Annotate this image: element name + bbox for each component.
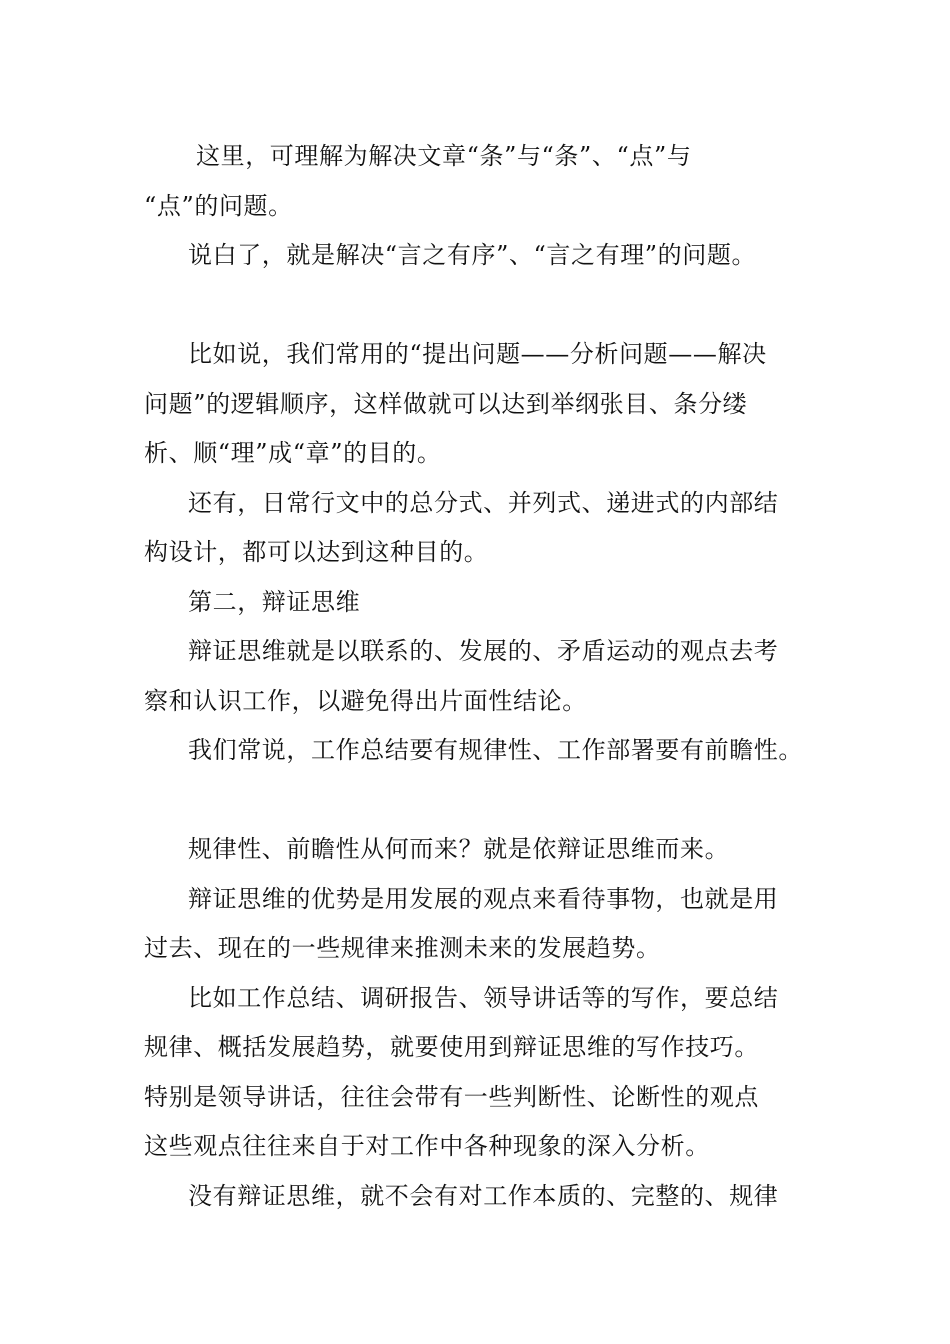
document-body: [144, 132, 824, 1221]
text-line-2: “点”的问题。: [144, 191, 293, 220]
text-line-1: 这里，可理解为解决文章“条”与“条”、“点”与: [196, 142, 692, 170]
text-line-17: 规律、概括发展趋势，就要使用到辩证思维的写作技巧。: [144, 1033, 759, 1061]
text-line-13: 规律性、前瞻性从何而来？就是依辩证思维而来。: [188, 835, 730, 863]
text-line-20: 没有辩证思维，就不会有对工作本质的、完整的、规律: [188, 1181, 779, 1210]
text-line-18: 特别是领导讲话，往往会带有一些判断性、论断性的观点: [144, 1082, 759, 1111]
text-line-19: 这些观点往往来自于对工作中各种现象的深入分析。: [144, 1132, 710, 1160]
text-line-10: 辩证思维就是以联系的、发展的、矛盾运动的观点去考: [188, 637, 779, 665]
text-line-6: 析、顺“理”成“章”的目的。: [144, 439, 442, 467]
text-line-11: 察和认识工作，以避免得出片面性结论。: [144, 686, 587, 715]
text-line-3: 说白了，就是解决“言之有序”、“言之有理”的问题。: [188, 241, 757, 269]
text-line-15: 过去、现在的一些规律来推测未来的发展趋势。: [144, 934, 661, 962]
text-line-5: 问题”的逻辑顺序，这样做就可以达到举纲张目、条分缕: [144, 389, 748, 418]
section-heading: 第二，辩证思维: [188, 587, 361, 616]
text-line-12: 我们常说，工作总结要有规律性、工作部署要有前瞻性。: [188, 736, 803, 764]
text-line-16: 比如工作总结、调研报告、领导讲话等的写作，要总结: [188, 983, 779, 1012]
text-line-8: 构设计，都可以达到这种目的。: [144, 538, 489, 566]
text-line-7: 还有，日常行文中的总分式、并列式、递进式的内部结: [188, 488, 779, 517]
text-line-14: 辩证思维的优势是用发展的观点来看待事物，也就是用: [188, 884, 779, 913]
text-line-4: 比如说，我们常用的“提出问题——分析问题——解决: [188, 340, 767, 368]
